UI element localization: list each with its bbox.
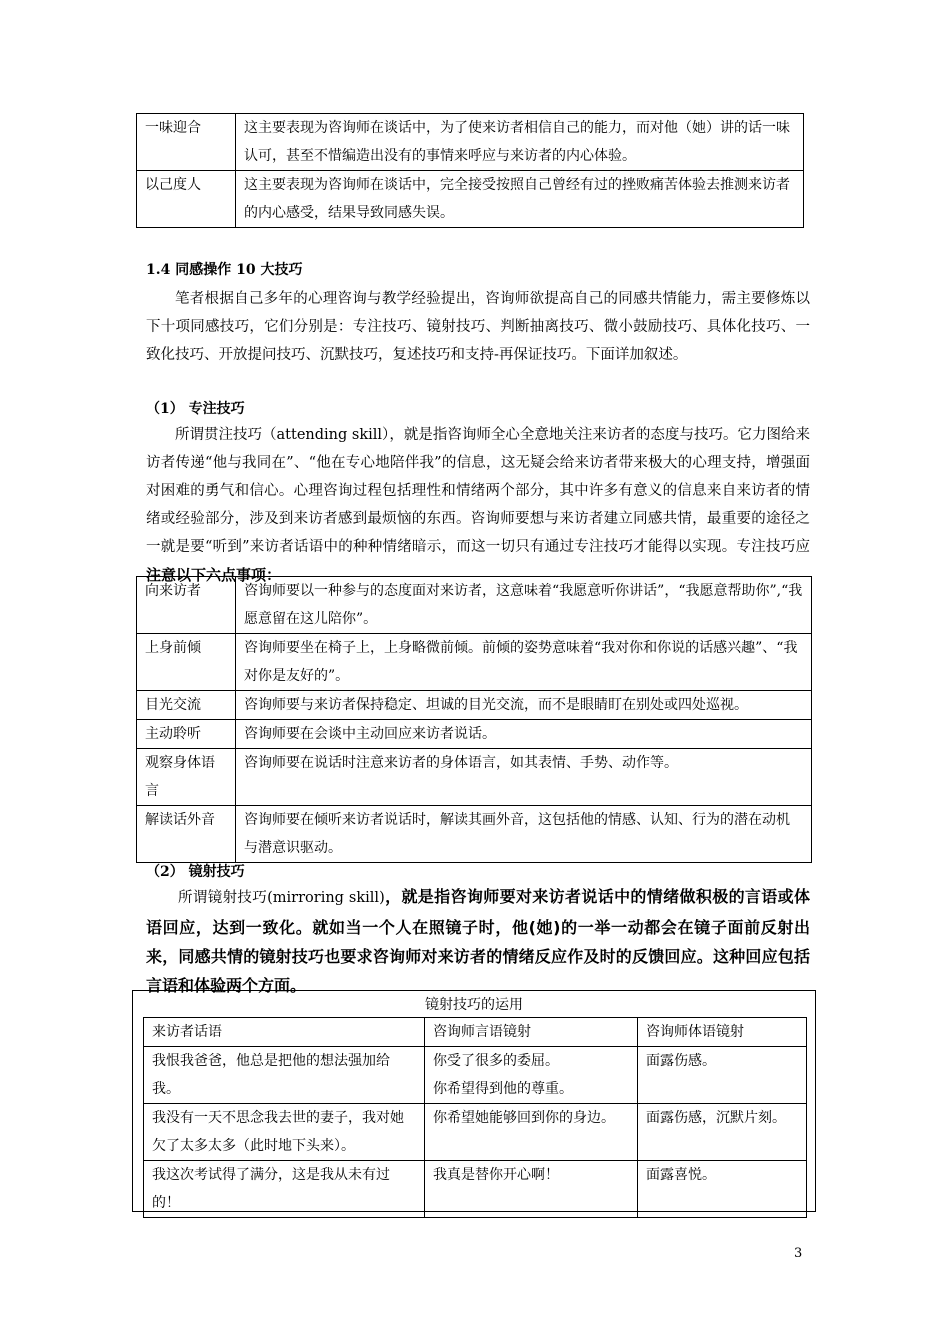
attending-table	[136, 576, 812, 863]
desc-cell: 咨询师要在倾听来访者说话时，解读其画外音，这包括他的情感、认知、行为的潜在动机与潜意识驱动。	[236, 806, 812, 863]
table-row	[137, 114, 804, 171]
table-row	[137, 691, 812, 720]
attending-text: 所谓贯注技巧（attending skill），就是指咨询师全心全意地关注来访者的态度与技巧。它力图给来访者传递“他与我同在”、“他在专心地陪伴我”的信息，这无疑会给来访者带来极大的心理支持，增强面对困难的勇气和信心。心理咨询过程包括理性和情绪两个部分，其中许多有意义的信息来自来访者的情绪或经验部分，涉及到来访者感到最烦恼的东西。咨询师要想与来访者建立同感共情，最重要的途径之一就是要“听到”来访者话语中的种种情绪暗示，而这一切只有通过专注技巧才能得以实现。专注技巧应	[146, 427, 810, 555]
cell: 面露喜悦。	[638, 1161, 807, 1218]
table-row	[137, 634, 812, 691]
desc-cell: 咨询师要坐在椅子上，上身略微前倾。前倾的姿势意味着“我对你和你说的话感兴趣”、“我对你是友好的”。	[236, 634, 812, 691]
cell: 我这次考试得了满分，这是我从未有过的！	[144, 1161, 425, 1218]
mirroring-table	[143, 1017, 807, 1218]
desc-cell: 这主要表现为咨询师在谈话中，完全接受按照自己曾经有过的挫败痛苦体验去推测来访者的内心感受，结果导致同感失误。	[236, 171, 804, 228]
cell: 你受了很多的委屈。 你希望得到他的尊重。	[425, 1047, 638, 1104]
attending-tail: 注意以下六点事项：	[146, 566, 282, 584]
table-row	[144, 1161, 807, 1218]
mirroring-lead: 所谓镜射技巧(mirroring skill)	[178, 890, 385, 906]
desc-cell: 咨询师要在说话时注意来访者的身体语言，如其表情、手势、动作等。	[236, 749, 812, 806]
mirroring-paragraph	[146, 882, 810, 1000]
header-cell: 来访者话语	[144, 1018, 425, 1047]
table-row	[137, 720, 812, 749]
cell: 我没有一天不思念我去世的妻子，我对她欠了太多太多（此时地下头来）。	[144, 1104, 425, 1161]
subsection-heading-1: （1） 专注技巧	[146, 401, 245, 417]
cell: 你希望她能够回到你的身边。	[425, 1104, 638, 1161]
cell: 面露伤感。	[638, 1047, 807, 1104]
table-row	[144, 1104, 807, 1161]
desc-cell: 这主要表现为咨询师在谈话中，为了使来访者相信自己的能力，而对他（她）讲的话一味认可，甚至不惜编造出没有的事情来呼应与来访者的内心体验。	[236, 114, 804, 171]
table-row	[144, 1047, 807, 1104]
mirroring-table-title: 镜射技巧的运用	[425, 997, 523, 1013]
cell: 我真是替你开心啊！	[425, 1161, 638, 1218]
mirroring-text: ，就是指咨询师要对来访者说话中的情绪做积极的言语或体语回应，达到一致化。就如当一个人在照镜子时，他(她)的一举一动都会在镜子面前反射出来，同感共情的镜射技巧也要求咨询师对来访者的情绪反应作及时的反馈回应。这种回应包括言语和体验两个方面。	[146, 887, 810, 995]
table-header-row	[144, 1018, 807, 1047]
term-cell: 目光交流	[137, 691, 236, 720]
pitfalls-table	[136, 113, 804, 228]
header-cell: 咨询师言语镜射	[425, 1018, 638, 1047]
term-cell: 解读话外音	[137, 806, 236, 863]
table-row	[137, 577, 812, 634]
attending-paragraph	[146, 421, 810, 590]
subsection-heading-2: （2） 镜射技巧	[146, 864, 245, 880]
desc-cell: 咨询师要在会谈中主动回应来访者说话。	[236, 720, 812, 749]
table-row	[137, 749, 812, 806]
term-cell: 向来访者	[137, 577, 236, 634]
term-cell: 一味迎合	[137, 114, 236, 171]
header-cell: 咨询师体语镜射	[638, 1018, 807, 1047]
term-cell: 观察身体语言	[137, 749, 236, 806]
cell: 我恨我爸爸，他总是把他的想法强加给我。	[144, 1047, 425, 1104]
desc-cell: 咨询师要与来访者保持稳定、坦诚的目光交流，而不是眼睛盯在别处或四处巡视。	[236, 691, 812, 720]
mirroring-table-frame	[132, 990, 816, 1212]
term-cell: 主动聆听	[137, 720, 236, 749]
term-cell: 上身前倾	[137, 634, 236, 691]
table-row	[137, 806, 812, 863]
desc-cell: 咨询师要以一种参与的态度面对来访者，这意味着“我愿意听你讲话”，“我愿意帮助你”,“我愿意留在这儿陪你”。	[236, 577, 812, 634]
cell: 面露伤感，沉默片刻。	[638, 1104, 807, 1161]
section-heading: 1.4 同感操作 10 大技巧	[146, 262, 303, 278]
term-cell: 以己度人	[137, 171, 236, 228]
page-number: 3	[794, 1246, 803, 1261]
section-intro: 笔者根据自己多年的心理咨询与教学经验提出，咨询师欲提高自己的同感共情能力，需主要修炼以下十项同感技巧，它们分别是：专注技巧、镜射技巧、判断抽离技巧、微小鼓励技巧、具体化技巧、一致化技巧、开放提问技巧、沉默技巧，复述技巧和支持-再保证技巧。下面详加叙述。	[146, 291, 810, 363]
table-row	[137, 171, 804, 228]
